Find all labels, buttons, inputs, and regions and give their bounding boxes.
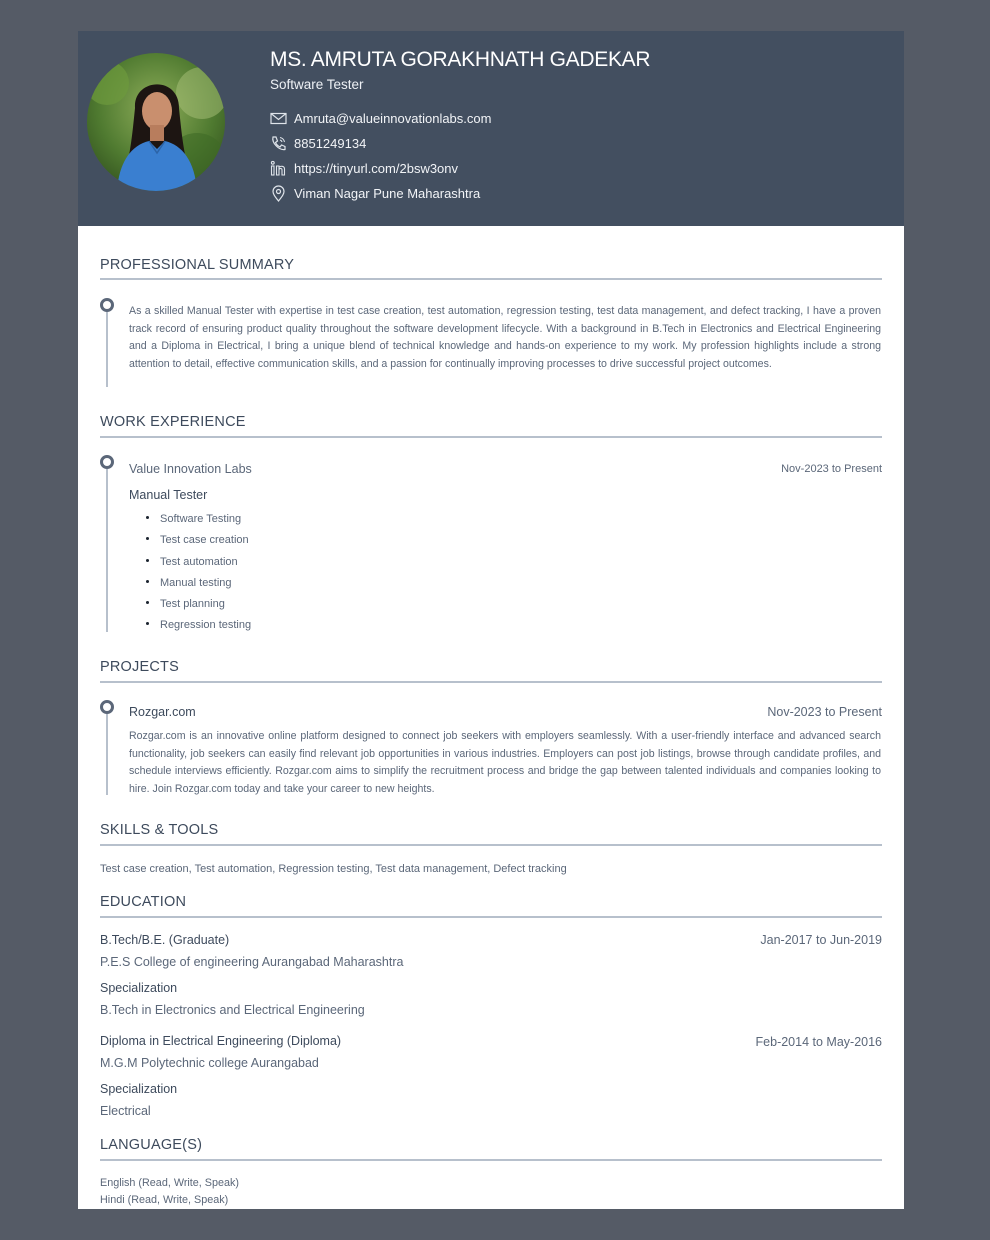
education-degree: Diploma in Electrical Engineering (Diploma) [100,1034,342,1048]
location-pin-icon [270,185,287,202]
email-text: Amruta@valueinnovationlabs.com [294,110,492,126]
projects-timeline-line [106,714,108,795]
summary-timeline-line [106,312,108,387]
education-divider [100,916,882,918]
skills-divider [100,844,882,846]
experience-timeline-line [106,469,108,632]
experience-timeline-dot [100,455,114,469]
languages-heading: LANGUAGE(S) [100,1137,203,1153]
list-item: Test automation [146,552,251,573]
list-item: Software Testing [146,509,251,530]
list-item: Test case creation [146,530,251,551]
projects-divider [100,681,882,683]
contact-link[interactable] [270,158,458,178]
job-date: Nov-2023 to Present [781,463,882,475]
project-description: Rozgar.com is an innovative online platform designed to connect job seekers with employers seamlessly. With a user-friendly interface and advanced search functionality, job seekers can easily find relevant job opportunities in various industries. Employers can post job listings, browse through candidate profiles, and schedule interviews efficiently. Rozgar.com aims to simplify the recruitment process and bridge the gap between talented individuals and companies looking to hire. Join Rozgar.com today and take your career to new heights. [129,730,881,795]
resume-page [78,31,904,1209]
list-item: Test planning [146,594,251,615]
language-item: Hindi (Read, Write, Speak) [100,1194,229,1206]
job-role: Manual Tester [129,488,208,502]
contact-phone[interactable] [270,133,366,153]
education-date: Jan-2017 to Jun-2019 [760,933,882,947]
linkedin-icon [270,160,287,177]
specialization-label: Specialization [100,981,178,995]
job-responsibilities [146,509,251,637]
skills-heading: SKILLS & TOOLS [100,822,219,838]
education-institute: P.E.S College of engineering Aurangabad Maharashtra [100,955,404,969]
summary-text: As a skilled Manual Tester with expertise in test case creation, test automation, regression testing, test data management, and defect tracking, I have a proven track record of ensuring product quality throughout the software development lifecycle. With a background in B.Tech in Electronics and Electrical Engineering and a Diploma in Electrical, I bring a unique blend of technical knowledge and hands-on experience to my work. My profession highlights include a strong attention to detail, effective communication skills, and a passion for continually improving processes to drive successful project outcomes. [129,305,881,370]
projects-heading: PROJECTS [100,659,179,675]
location-text: Viman Nagar Pune Maharashtra [294,185,481,201]
languages-divider [100,1159,882,1161]
resume-header [78,31,904,226]
summary-heading: PROFESSIONAL SUMMARY [100,257,295,273]
mail-icon [270,110,287,127]
project-date: Nov-2023 to Present [767,705,882,719]
language-item: English (Read, Write, Speak) [100,1177,240,1189]
contact-email[interactable] [270,108,491,128]
candidate-title: Software Tester [270,77,364,92]
link-text: https://tinyurl.com/2bsw3onv [294,160,459,176]
job-company: Value Innovation Labs [129,462,252,476]
education-institute: M.G.M Polytechnic college Aurangabad [100,1056,319,1070]
specialization-label: Specialization [100,1082,178,1096]
experience-divider [100,436,882,438]
projects-timeline-dot [100,700,114,714]
education-heading: EDUCATION [100,894,187,910]
experience-heading: WORK EXPERIENCE [100,414,246,430]
profile-photo [87,53,225,191]
project-name: Rozgar.com [129,705,196,719]
candidate-name: MS. AMRUTA GORAKHNATH GADEKAR [270,48,651,71]
skills-list: Test case creation, Test automation, Regression testing, Test data management, Defect tracking [100,863,567,875]
phone-icon [270,135,287,152]
list-item: Manual testing [146,573,251,594]
specialization-value: Electrical [100,1104,151,1118]
list-item: Regression testing [146,615,251,636]
summary-timeline-dot [100,298,114,312]
contact-location [270,183,480,203]
specialization-value: B.Tech in Electronics and Electrical Engineering [100,1003,365,1017]
phone-text: 8851249134 [294,135,367,151]
education-date: Feb-2014 to May-2016 [755,1035,882,1049]
education-degree: B.Tech/B.E. (Graduate) [100,933,230,947]
summary-divider [100,278,882,280]
